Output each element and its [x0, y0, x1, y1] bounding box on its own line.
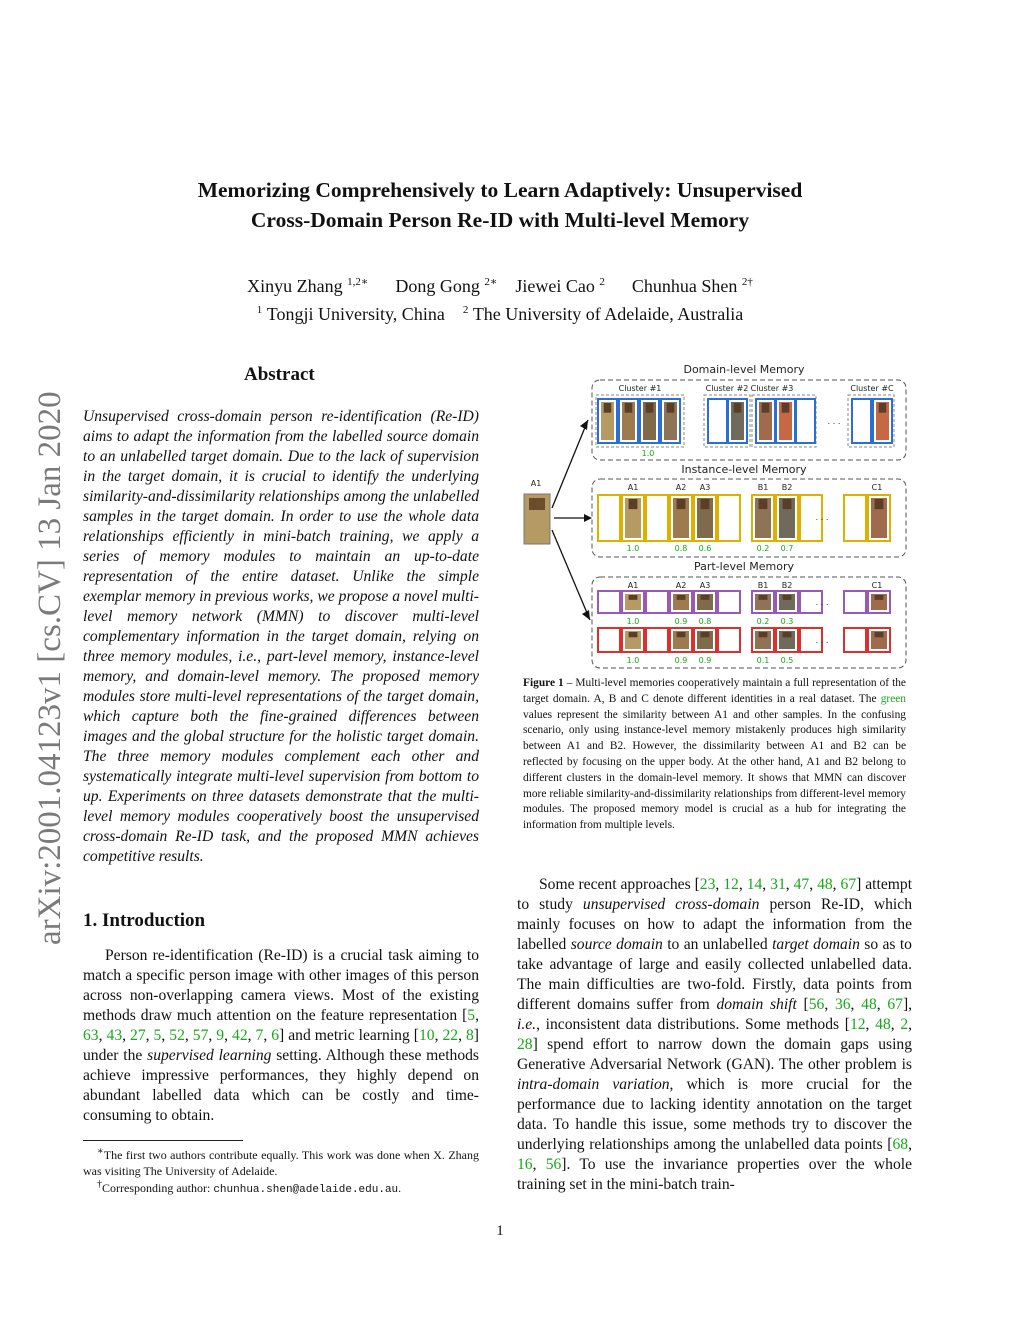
instance-similarity-value: 0.6 — [698, 544, 712, 553]
part-id-label: C1 — [871, 581, 883, 590]
citation-link[interactable]: 28 — [517, 1036, 533, 1053]
domain-c3-cell-1-photo-head — [782, 403, 790, 413]
part-upper-cell-5-frame — [718, 591, 740, 613]
instance-id-label: A3 — [699, 483, 711, 492]
author-names: Xinyu Zhang $^{1,2∗}$ Dong Gong $^{2∗}$ Jiewei Cao $^2$ Chunhua Shen $^{2\dagger}$ — [247, 276, 753, 296]
cluster-3-label: Cluster #3 — [750, 384, 794, 393]
part-upper-value: 0.3 — [780, 617, 794, 626]
citation-link[interactable]: 8 — [466, 1027, 474, 1044]
instance-similarity-value: 0.7 — [780, 544, 794, 553]
citation-link[interactable]: 47 — [793, 876, 810, 893]
citation-link[interactable]: 56 — [808, 996, 825, 1013]
citation-link[interactable]: 6 — [271, 1027, 280, 1044]
citation-link[interactable]: 63 — [83, 1027, 99, 1044]
part-lower-cell-1-photo-head — [629, 632, 638, 637]
part-lower-cell-0-frame — [598, 628, 620, 652]
instance-cell-1-photo-head — [629, 499, 638, 509]
part-lower-cell-5-frame — [718, 628, 740, 652]
part-lower-cell-7-photo-head — [783, 632, 792, 637]
paper-title — [0, 175, 1000, 235]
part-lower-value: 0.1 — [756, 656, 770, 665]
citation-link[interactable]: 27 — [130, 1027, 146, 1044]
part-upper-cell-6-photo-head — [759, 595, 768, 600]
intro-heading: 1. Introduction — [83, 910, 206, 931]
instance-similarity-value: 0.2 — [756, 544, 770, 553]
domain-ellipsis: . . . — [827, 417, 841, 426]
part-id-label: B1 — [757, 581, 769, 590]
query-label: A1 — [530, 479, 542, 488]
part-upper-value: 0.2 — [756, 617, 770, 626]
affiliation-1: Tongji University, China — [266, 304, 445, 324]
domain-similarity-value: 1.0 — [641, 449, 655, 458]
instance-id-label: A1 — [627, 483, 639, 492]
instance-id-label: B1 — [757, 483, 769, 492]
part-lower-value: 0.5 — [780, 656, 794, 665]
citation-link[interactable]: 57 — [192, 1027, 209, 1044]
arrow-to-domain — [552, 420, 588, 508]
citation-link[interactable]: 16 — [517, 1156, 533, 1173]
instance-id-label: B2 — [781, 483, 793, 492]
citation-link[interactable]: 12 — [849, 1016, 866, 1033]
instance-ellipsis: . . . — [815, 513, 829, 522]
part-lower-cell-10-photo-head — [875, 632, 884, 637]
part-lower-cell-9-frame — [844, 628, 866, 652]
part-upper-cell-9-frame — [844, 591, 866, 613]
arrowhead-instance — [584, 514, 592, 522]
part-upper-cell-0-frame — [598, 591, 620, 613]
instance-cell-7-photo-head — [783, 499, 792, 509]
instance-similarity-value: 0.8 — [674, 544, 688, 553]
part-id-label: A3 — [699, 581, 711, 590]
part-title: Part-level Memory — [693, 560, 795, 573]
citation-link[interactable]: 68 — [892, 1136, 909, 1153]
citation-link[interactable]: 48 — [817, 876, 833, 893]
domain-c2-cell-0-frame — [708, 399, 727, 443]
abstract-body: Unsupervised cross-domain person re-identification (Re-ID) aims to adapt the information from the labelled source domain to an unlabelled target domain. Due to the lack of supervision in the target domain, it is crucial to identify the underlying similarity-and-dissimilarity relationships among the unlabelled samples in the target domain. In order to use the whole data relationships efficiently in mini-batch training, we apply a series of memory modules to maintain an up-to-date representation of the entire dataset. Unlike the simple exemplar memory in previous works, we propose a novel multi-level memory network (MMN) to discover multi-level complementary information in the target domain, relying on three memory modules, i.e., part-level memory, instance-level memory, and domain-level memory. The proposed memory modules store multi-level representations of the target domain, which capture both the fine-grained differences between images and the global structure for the holistic target domain. The three memory modules complement each other and systematically integrate multi-level supervision from bottom to up. Experiments on three datasets demonstrate that the multi-level memory modules cooperatively boost the unsupervised cross-domain Re-ID task, and the proposed MMN achieves competitive results. — [83, 408, 479, 865]
arxiv-id: arXiv:2001.04123v1 [cs.CV] 13 Jan 2020 — [32, 391, 68, 945]
part-lower-value: 1.0 — [626, 656, 640, 665]
citation-link[interactable]: 36 — [834, 996, 851, 1013]
domain-cc-cell-0-frame — [852, 399, 871, 443]
query-image-head — [529, 498, 545, 510]
part-id-label: B2 — [781, 581, 793, 590]
instance-title: Instance-level Memory — [681, 463, 807, 476]
intro-paragraph: Person re-identification (Re-ID) is a crucial task aiming to match a specific person image with other images of this person across non-overlapping camera views. Most of the existing methods draw much attention on the feature representation [5, 63, 43, 27, 5, 52, 57, 9, 42, 7, 6] and metric learning [10, 22, 8] under the supervised learning setting. Although these methods achieve impressive performances, they highly depend on abundant labelled data which can be costly and time-consuming to obtain. — [83, 947, 479, 1124]
affiliation-2: The University of Adelaide, Australia — [472, 304, 744, 324]
instance-cell-9-frame — [844, 495, 866, 541]
citation-link[interactable]: 48 — [861, 996, 877, 1013]
part-lower-cell-4-photo-head — [701, 632, 710, 637]
figure-label: Figure 1 — [523, 677, 564, 689]
instance-cell-3-photo-head — [677, 499, 686, 509]
part-upper-ellipsis: . . . — [815, 598, 829, 607]
domain-c3-cell-0-photo-head — [762, 403, 770, 413]
citation-link[interactable]: 67 — [840, 876, 857, 893]
citation-link[interactable]: 2 — [900, 1016, 909, 1033]
author-block — [0, 270, 1000, 326]
cluster-c-label: Cluster #C — [850, 384, 894, 393]
citation-link[interactable]: 7 — [255, 1027, 264, 1044]
corresponding-email[interactable]: chunhua.shen@adelaide.edu.au — [213, 1184, 399, 1196]
footnote-1: ∗The first two authors contribute equally. This work was done when X. Zhang was visiting The University of Adelaide. — [83, 1146, 479, 1178]
instance-cell-0-frame — [598, 495, 620, 541]
citation-link[interactable]: 14 — [746, 876, 763, 893]
citation-link[interactable]: 43 — [106, 1027, 123, 1044]
title-line-2: Cross-Domain Person Re-ID with Multi-level Memory — [250, 208, 750, 232]
instance-id-label: C1 — [871, 483, 883, 492]
part-upper-cell-2-frame — [646, 591, 668, 613]
domain-c1-cell-2-photo-head — [646, 403, 654, 413]
right-paragraph: Some recent approaches [23, 12, 14, 31, 47, 48, 67] attempt to study unsupervised cross-domain person Re-ID, which mainly focuses on how to adapt the information from the labelled source domain to an unlabelled target domain so as to take advantage of large and easily collected unlabelled data. The main difficulties are two-fold. Firstly, data points from different domains suffer from domain shift [56, 36, 48, 67], i.e., inconsistent data distributions. Some methods [12, 48, 2, 28] spend effort to narrow down the domain gaps using Generative Adversarial Network (GAN). The other problem is intra-domain variation, which is more crucial for the performance due to lacking identity annotation on the target data. To handle this issue, some methods try to discover the underlying relationships among the unlabelled data points [68, 16, 56]. To use the invariance properties over the whole training set in the mini-batch train- — [517, 876, 913, 1193]
citation-link[interactable]: 31 — [770, 876, 786, 893]
citation-link[interactable]: 23 — [699, 876, 716, 893]
part-lower-cell-3-photo-head — [677, 632, 686, 637]
author-2: Dong Gong — [395, 276, 480, 296]
instance-cell-4-photo-head — [701, 499, 710, 509]
citation-link[interactable]: 48 — [875, 1016, 891, 1033]
citation-link[interactable]: 9 — [216, 1027, 225, 1044]
caption-green-word: green — [880, 692, 906, 705]
instance-similarity-value: 1.0 — [626, 544, 640, 553]
part-upper-cell-3-photo-head — [677, 595, 686, 600]
author-1: Xinyu Zhang — [247, 276, 343, 296]
title-line-1: Memorizing Comprehensively to Learn Adaptively: Unsupervised — [197, 178, 803, 202]
footnote-rule — [83, 1140, 243, 1141]
author-3: Jiewei Cao — [515, 276, 595, 296]
instance-cell-5-frame — [718, 495, 740, 541]
domain-c2-cell-1-photo-head — [734, 403, 742, 413]
part-upper-value: 1.0 — [626, 617, 640, 626]
affiliations: $^1$ Tongji University, China $^2$ The University of Adelaide, Australia — [256, 304, 744, 324]
domain-c1-cell-3-photo-head — [667, 403, 675, 413]
abstract-heading: Abstract — [244, 364, 315, 385]
domain-c3-cell-2-frame — [796, 399, 815, 443]
cluster-1-label: Cluster #1 — [618, 384, 662, 393]
cluster-2-label: Cluster #2 — [705, 384, 749, 393]
instance-cell-2-frame — [646, 495, 668, 541]
domain-cc-cell-1-photo-head — [879, 403, 887, 413]
part-upper-cell-10-photo-head — [875, 595, 884, 600]
citation-link[interactable]: 52 — [169, 1027, 185, 1044]
citation-link[interactable]: 5 — [153, 1027, 162, 1044]
arrow-to-part — [552, 530, 590, 620]
part-lower-ellipsis: . . . — [815, 636, 829, 645]
figure-caption: Figure 1 – Multi-level memories cooperatively maintain a full representation of the target domain. A, B and C denote different identities in a real dataset. The green values represent the similarity between A1 and other samples. In the confusing scenario, only using instance-level memory mistakenly produces high similarity between A1 and B2. However, the dissimilarity between A1 and B2 can be reflected by focusing on the upper body. At the other hand, A1 and B2 belong to different clusters in the domain-level memory. It shows that MMN can discover more reliable similarity-and-dissimilarity relationships from different-level memory modules. The proposed memory model is crucial as a hub for integrating the information from multiple levels. — [523, 677, 906, 832]
part-upper-cell-7-photo-head — [783, 595, 792, 600]
part-upper-value: 0.8 — [698, 617, 712, 626]
instance-id-label: A2 — [675, 483, 687, 492]
figure-1 — [518, 358, 908, 670]
part-upper-cell-4-photo-head — [701, 595, 710, 600]
part-id-label: A1 — [627, 581, 639, 590]
part-lower-cell-2-frame — [646, 628, 668, 652]
citation-link[interactable]: 12 — [723, 876, 739, 893]
footnote-2: †Corresponding author: chunhua.shen@adelaide.edu.au. — [97, 1179, 402, 1196]
citation-link[interactable]: 42 — [232, 1027, 248, 1044]
arxiv-stamp — [20, 355, 68, 955]
part-lower-value: 0.9 — [674, 656, 688, 665]
author-4: Chunhua Shen — [631, 276, 738, 296]
domain-c1-cell-1-photo-head — [625, 403, 633, 413]
citation-link[interactable]: 5 — [467, 1007, 476, 1024]
citation-link[interactable]: 10 — [418, 1027, 435, 1044]
part-upper-cell-1-photo-head — [629, 595, 638, 600]
part-lower-value: 0.9 — [698, 656, 712, 665]
citation-link[interactable]: 22 — [442, 1027, 459, 1044]
domain-title: Domain-level Memory — [683, 363, 805, 376]
citation-link[interactable]: 67 — [887, 996, 903, 1013]
instance-cell-10-photo-head — [875, 499, 884, 509]
part-upper-value: 0.9 — [674, 617, 688, 626]
part-id-label: A2 — [675, 581, 687, 590]
instance-cell-6-photo-head — [759, 499, 768, 509]
page-number: 1 — [496, 1223, 504, 1239]
citation-link[interactable]: 56 — [545, 1156, 562, 1173]
part-lower-cell-6-photo-head — [759, 632, 768, 637]
domain-c1-cell-0-photo-head — [604, 403, 612, 413]
